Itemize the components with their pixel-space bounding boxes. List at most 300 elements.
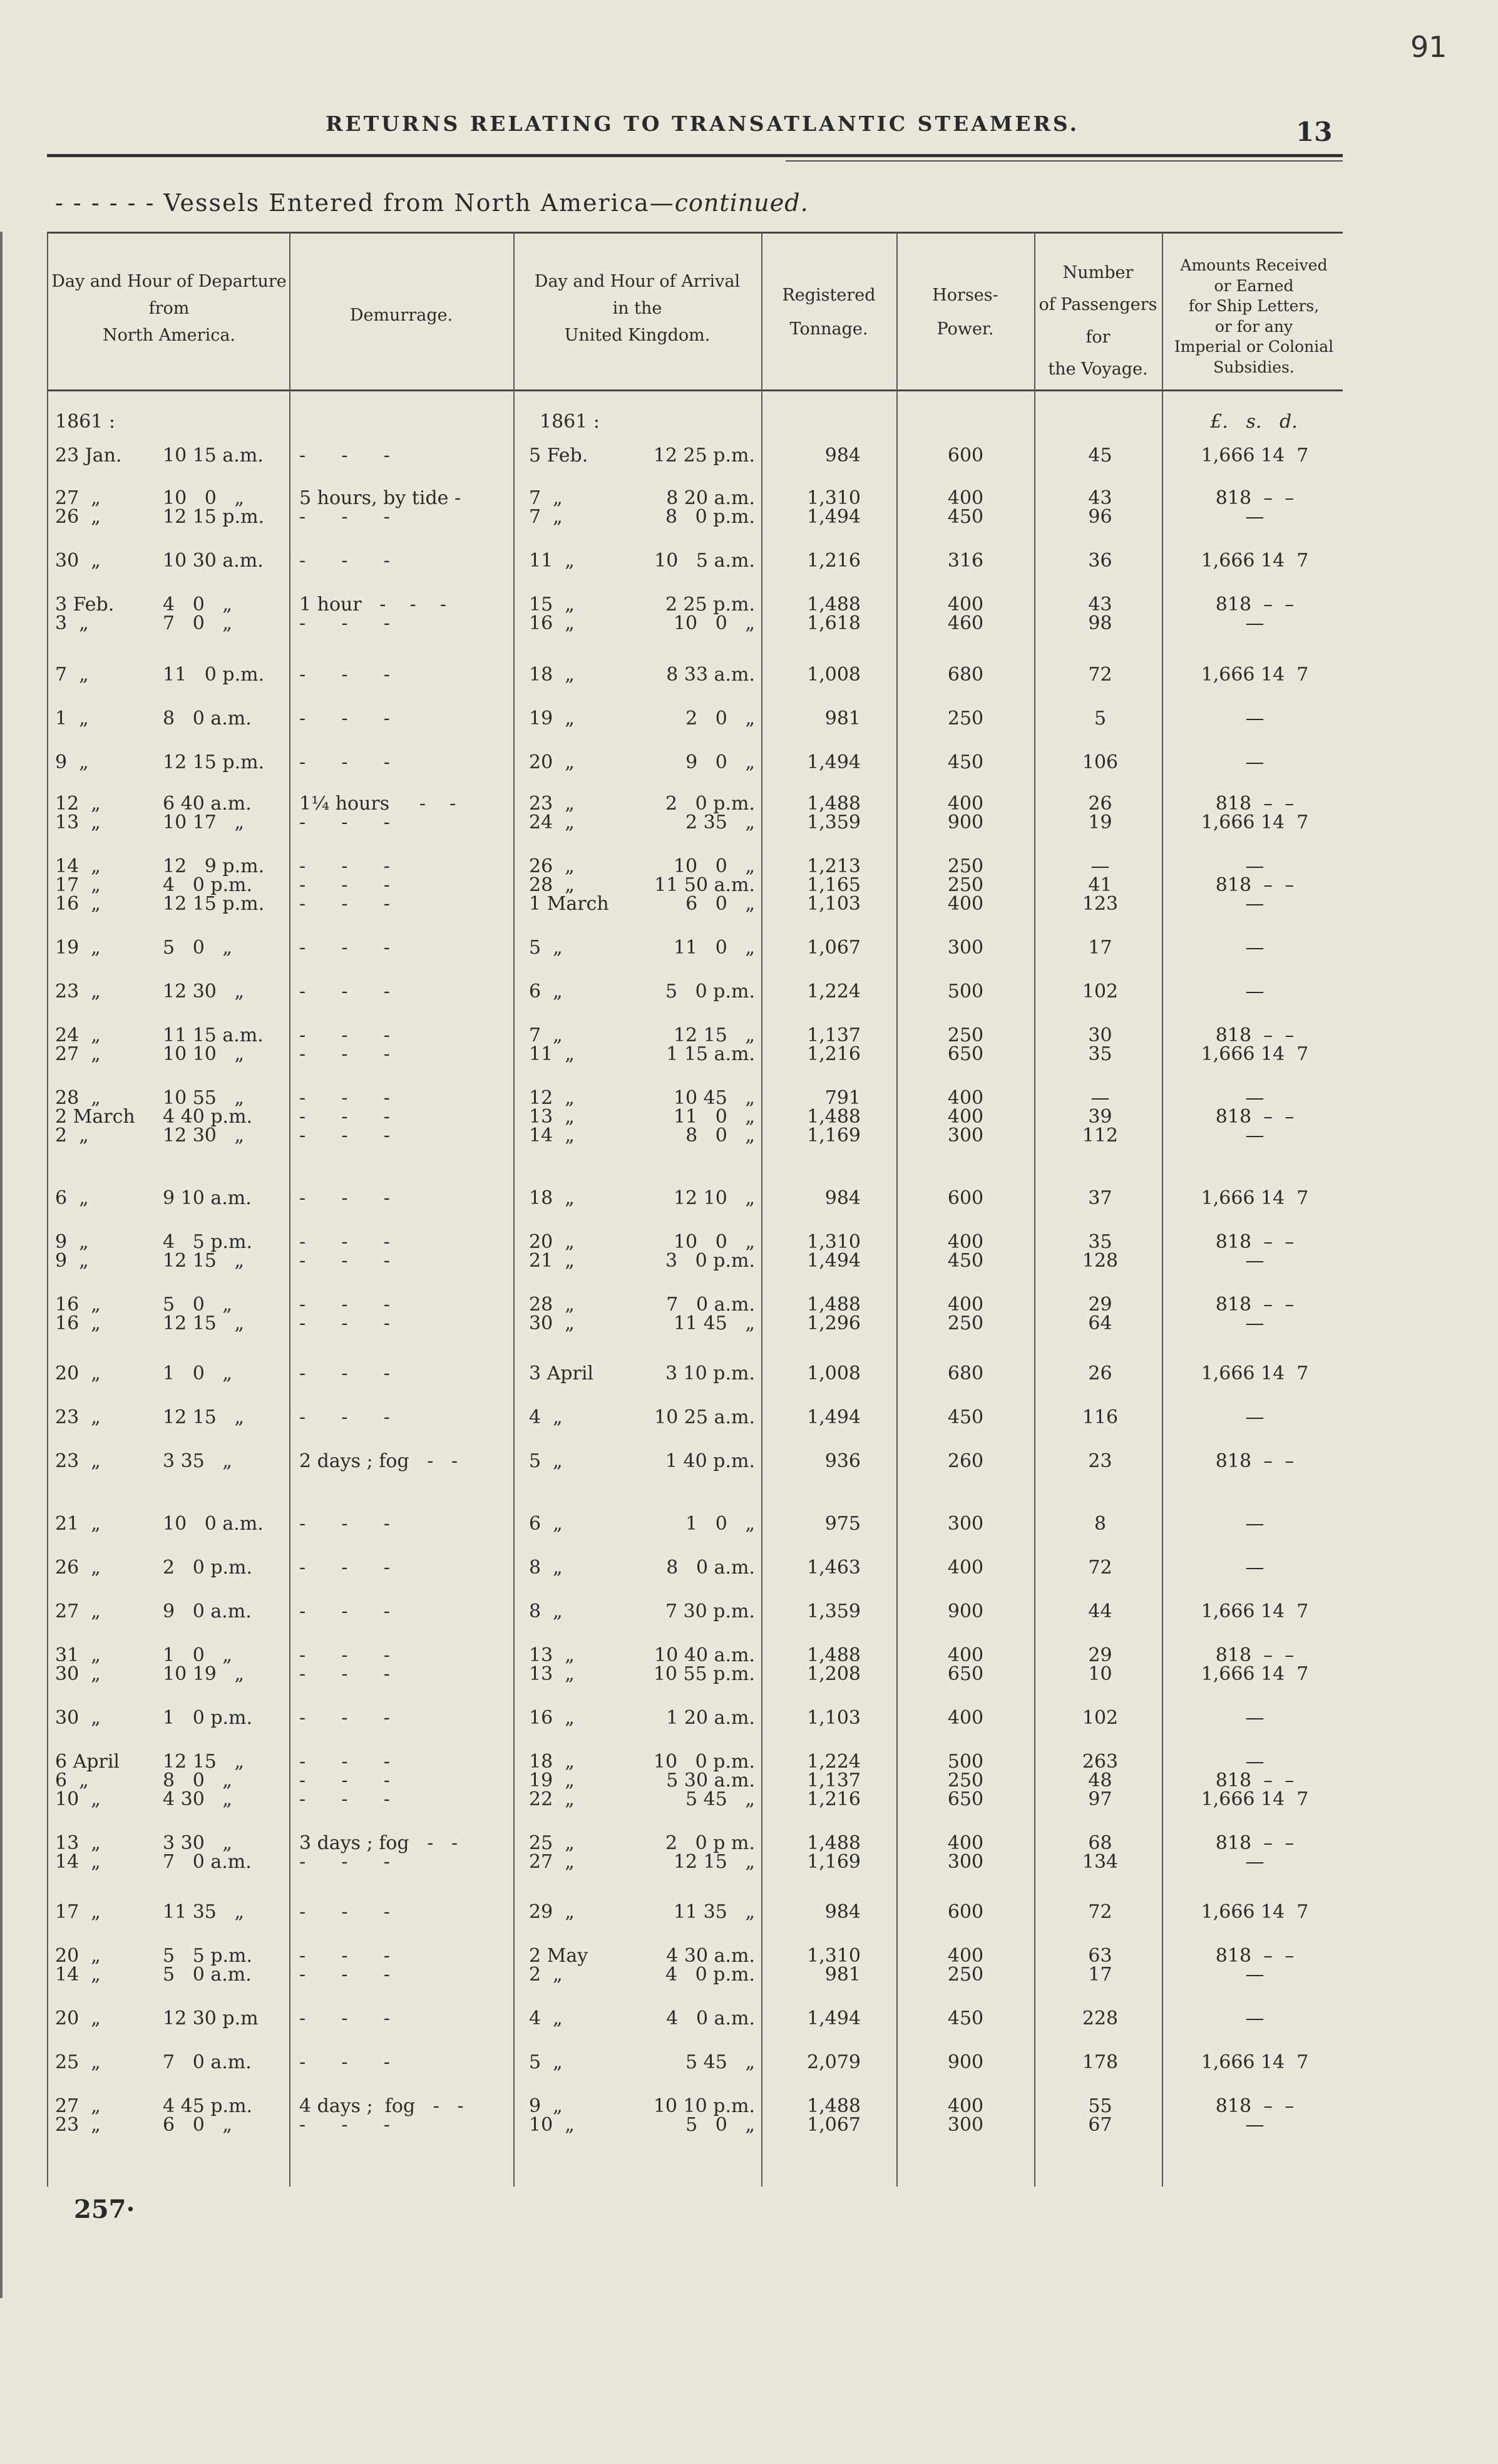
cell-ton: 1,169 bbox=[807, 1851, 861, 1873]
cell-ton: 1,103 bbox=[807, 893, 861, 915]
cell-dem: - - - bbox=[299, 506, 390, 528]
cell-amt: — bbox=[1245, 1087, 1265, 1109]
cell-dem: - - - bbox=[299, 664, 390, 686]
cell-dd: 9 „ bbox=[55, 1250, 89, 1272]
cell-dt: 10 19 „ bbox=[163, 1663, 245, 1685]
cell-dt: 11 15 a.m. bbox=[163, 1024, 264, 1046]
header-horses-line1: Horses- bbox=[932, 286, 998, 305]
header-horses bbox=[898, 279, 1033, 346]
cell-at: 10 25 a.m. bbox=[654, 1406, 755, 1428]
cell-amt: — bbox=[1245, 855, 1265, 877]
cell-at: 10 40 a.m. bbox=[654, 1644, 755, 1666]
cell-pax: 98 bbox=[1088, 612, 1112, 634]
cell-dt: 11 0 p.m. bbox=[163, 664, 265, 686]
cell-dt: 10 15 a.m. bbox=[163, 445, 264, 467]
cell-ad: 14 „ bbox=[529, 1125, 575, 1147]
header-amounts-line1: Amounts Received bbox=[1180, 256, 1328, 274]
cell-ton: 1,213 bbox=[807, 855, 861, 877]
cell-dd: 23 „ bbox=[55, 1406, 101, 1428]
cell-dt: 4 0 p.m. bbox=[163, 874, 253, 896]
cell-dem: 4 days ; fog - - bbox=[299, 2095, 464, 2117]
cell-at: 12 25 p.m. bbox=[653, 445, 755, 467]
cell-hp: 400 bbox=[947, 1707, 984, 1729]
cell-dd: 26 „ bbox=[55, 1557, 101, 1579]
cell-dd: 26 „ bbox=[55, 506, 101, 528]
cell-pax: 30 bbox=[1088, 1024, 1112, 1046]
cell-pax: 72 bbox=[1088, 664, 1112, 686]
cell-dd: 27 „ bbox=[55, 487, 101, 509]
cell-dd: 17 „ bbox=[55, 1901, 101, 1923]
header-amounts-line2: or Earned bbox=[1214, 276, 1294, 295]
cell-hp: 650 bbox=[947, 1663, 984, 1685]
table-top-rule bbox=[47, 232, 1343, 234]
cell-ton: 791 bbox=[824, 1087, 861, 1109]
cell-hp: 400 bbox=[947, 893, 984, 915]
cell-at: 11 0 „ bbox=[673, 937, 755, 959]
cell-dem: - - - bbox=[299, 855, 390, 877]
cell-ton: 1,488 bbox=[807, 594, 861, 616]
cell-hp: 500 bbox=[947, 1751, 984, 1773]
cell-dt: 5 0 „ bbox=[163, 1294, 232, 1316]
cell-pax: 39 bbox=[1088, 1106, 1112, 1128]
cell-pax: 43 bbox=[1088, 487, 1112, 509]
cell-dem: 1 hour - - - bbox=[299, 594, 446, 616]
cell-hp: 500 bbox=[947, 981, 984, 1003]
cell-ad: 3 April bbox=[529, 1363, 594, 1384]
cell-ton: 1,488 bbox=[807, 793, 861, 815]
cell-ton: 984 bbox=[824, 1901, 861, 1923]
cell-amt: 818 – – bbox=[1215, 1106, 1295, 1128]
cell-ton: 2,079 bbox=[807, 2051, 861, 2073]
cell-ad: 13 „ bbox=[529, 1106, 575, 1128]
cell-amt: — bbox=[1245, 751, 1265, 773]
cell-at: 8 0 p.m. bbox=[665, 506, 755, 528]
cell-dt: 12 30 „ bbox=[163, 981, 245, 1003]
cell-ad: 18 „ bbox=[529, 1751, 575, 1773]
cell-ad: 7 „ bbox=[529, 487, 563, 509]
header-passengers-line4: the Voyage. bbox=[1048, 359, 1148, 379]
cell-ton: 1,488 bbox=[807, 1106, 861, 1128]
cell-ad: 13 „ bbox=[529, 1644, 575, 1666]
leaf-number: 13 bbox=[1296, 116, 1333, 147]
cell-ton: 1,137 bbox=[807, 1024, 861, 1046]
cell-dt: 12 15 „ bbox=[163, 1312, 245, 1334]
header-arrival-line3: United Kingdom. bbox=[564, 326, 711, 346]
cell-hp: 680 bbox=[947, 664, 984, 686]
cell-ton: 984 bbox=[824, 445, 861, 467]
cell-ad: 9 „ bbox=[529, 2095, 563, 2117]
cell-ton: 1,463 bbox=[807, 1557, 861, 1579]
cell-dt: 12 15 „ bbox=[163, 1406, 245, 1428]
cell-ton: 1,494 bbox=[807, 1250, 861, 1272]
column-divider-5 bbox=[896, 233, 898, 2187]
cell-hp: 250 bbox=[947, 1964, 984, 1986]
cell-dd: 30 „ bbox=[55, 1663, 101, 1685]
header-departure-line3: North America. bbox=[102, 326, 236, 346]
cell-hp: 650 bbox=[947, 1043, 984, 1065]
cell-dd: 14 „ bbox=[55, 1964, 101, 1986]
cell-dt: 4 45 p.m. bbox=[163, 2095, 253, 2117]
cell-ton: 1,488 bbox=[807, 2095, 861, 2117]
header-passengers-line3: for bbox=[1085, 327, 1111, 347]
cell-hp: 400 bbox=[947, 1294, 984, 1316]
cell-dt: 5 5 p.m. bbox=[163, 1945, 253, 1967]
cell-pax: 23 bbox=[1088, 1450, 1112, 1472]
cell-pax: 35 bbox=[1088, 1231, 1112, 1253]
cell-at: 1 15 a.m. bbox=[666, 1043, 755, 1065]
cell-dt: 1 0 „ bbox=[163, 1363, 232, 1384]
cell-amt: 818 – – bbox=[1215, 2095, 1295, 2117]
cell-ad: 4 „ bbox=[529, 1406, 563, 1428]
cell-at: 5 0 p.m. bbox=[665, 981, 755, 1003]
cell-pax: 44 bbox=[1088, 1601, 1112, 1622]
cell-hp: 400 bbox=[947, 793, 984, 815]
cell-dd: 17 „ bbox=[55, 874, 101, 896]
cell-ad: 6 „ bbox=[529, 981, 563, 1003]
cell-hp: 400 bbox=[947, 2095, 984, 2117]
cell-dt: 3 35 „ bbox=[163, 1450, 232, 1472]
cell-dem: - - - bbox=[299, 1106, 390, 1128]
cell-ad: 18 „ bbox=[529, 1187, 575, 1209]
cell-ton: 1,488 bbox=[807, 1644, 861, 1666]
header-departure-line1: Day and Hour of Departure bbox=[51, 272, 287, 291]
cell-dt: 9 10 a.m. bbox=[163, 1187, 252, 1209]
cell-dem: - - - bbox=[299, 1231, 390, 1253]
cell-ton: 1,618 bbox=[807, 612, 861, 634]
cell-hp: 400 bbox=[947, 1087, 984, 1109]
cell-dem: - - - bbox=[299, 2008, 390, 2029]
cell-pax: 106 bbox=[1082, 751, 1119, 773]
cell-amt: — bbox=[1245, 1125, 1265, 1147]
cell-amt: — bbox=[1245, 893, 1265, 915]
cell-dt: 7 0 a.m. bbox=[163, 2051, 252, 2073]
column-divider-1 bbox=[47, 233, 48, 2187]
cell-amt: 1,666 14 7 bbox=[1201, 1788, 1309, 1810]
cell-dt: 12 15 „ bbox=[163, 1250, 245, 1272]
cell-dem: - - - bbox=[299, 1312, 390, 1334]
header-amounts bbox=[1163, 255, 1345, 378]
cell-pax: 17 bbox=[1088, 1964, 1112, 1986]
cell-pax: 43 bbox=[1088, 594, 1112, 616]
cell-hp: 300 bbox=[947, 2114, 984, 2136]
cell-hp: 300 bbox=[947, 1513, 984, 1535]
cell-at: 1 40 p.m. bbox=[665, 1450, 755, 1472]
cell-dd: 12 „ bbox=[55, 793, 101, 815]
cell-dt: 12 15 p.m. bbox=[163, 751, 265, 773]
cell-at: 3 0 p.m. bbox=[665, 1250, 755, 1272]
cell-dt: 2 0 p.m. bbox=[163, 1557, 253, 1579]
cell-at: 3 10 p.m. bbox=[665, 1363, 755, 1384]
cell-ton: 1,310 bbox=[807, 487, 861, 509]
cell-amt: 1,666 14 7 bbox=[1201, 1901, 1309, 1923]
cell-dd: 30 „ bbox=[55, 1707, 101, 1729]
table-header-rule bbox=[47, 389, 1343, 391]
cell-ton: 1,494 bbox=[807, 506, 861, 528]
cell-ad: 28 „ bbox=[529, 874, 575, 896]
cell-pax: 178 bbox=[1082, 2051, 1119, 2073]
cell-dt: 10 17 „ bbox=[163, 812, 245, 833]
section-title-main: - - - - - - Vessels Entered from North America— bbox=[55, 189, 675, 217]
cell-ad: 11 „ bbox=[529, 1043, 575, 1065]
cell-amt: — bbox=[1245, 1851, 1265, 1873]
cell-at: 10 0 „ bbox=[673, 612, 755, 634]
header-arrival-line1: Day and Hour of Arrival bbox=[534, 272, 741, 291]
currency-units: £. s. d. bbox=[1210, 411, 1298, 433]
cell-hp: 650 bbox=[947, 1788, 984, 1810]
cell-dem: - - - bbox=[299, 1043, 390, 1065]
cell-amt: 1,666 14 7 bbox=[1201, 1363, 1309, 1384]
cell-hp: 680 bbox=[947, 1363, 984, 1384]
cell-ad: 2 May bbox=[529, 1945, 588, 1967]
cell-amt: 1,666 14 7 bbox=[1201, 1187, 1309, 1209]
cell-dt: 10 0 „ bbox=[163, 487, 245, 509]
cell-at: 10 0 p.m. bbox=[653, 1751, 755, 1773]
cell-hp: 600 bbox=[947, 1901, 984, 1923]
cell-dd: 6 April bbox=[55, 1751, 120, 1773]
cell-pax: 41 bbox=[1088, 874, 1112, 896]
cell-ton: 1,208 bbox=[807, 1663, 861, 1685]
cell-ton: 1,359 bbox=[807, 812, 861, 833]
cell-dd: 14 „ bbox=[55, 1851, 101, 1873]
cell-at: 7 30 p.m. bbox=[665, 1601, 755, 1622]
cell-hp: 900 bbox=[947, 812, 984, 833]
cell-ad: 6 „ bbox=[529, 1513, 563, 1535]
cell-ton: 1,216 bbox=[807, 1788, 861, 1810]
cell-hp: 450 bbox=[947, 506, 984, 528]
cell-pax: 97 bbox=[1088, 1788, 1112, 1810]
cell-ton: 1,067 bbox=[807, 937, 861, 959]
cell-ton: 1,008 bbox=[807, 1363, 861, 1384]
header-amounts-line6: Subsidies. bbox=[1213, 358, 1295, 376]
cell-ad: 8 „ bbox=[529, 1601, 563, 1622]
cell-ton: 981 bbox=[824, 708, 861, 729]
cell-dd: 27 „ bbox=[55, 2095, 101, 2117]
cell-pax: 36 bbox=[1088, 550, 1112, 572]
column-divider-2 bbox=[289, 233, 290, 2187]
cell-dd: 23 „ bbox=[55, 1450, 101, 1472]
header-departure-line2: from bbox=[148, 299, 190, 319]
cell-at: 10 5 a.m. bbox=[654, 550, 755, 572]
cell-hp: 600 bbox=[947, 445, 984, 467]
cell-amt: — bbox=[1245, 1751, 1265, 1773]
header-arrival-line2: in the bbox=[612, 299, 662, 319]
cell-dem: - - - bbox=[299, 1406, 390, 1428]
cell-amt: 818 – – bbox=[1215, 793, 1295, 815]
cell-dd: 7 „ bbox=[55, 664, 89, 686]
cell-amt: 1,666 14 7 bbox=[1201, 2051, 1309, 2073]
cell-pax: 72 bbox=[1088, 1901, 1112, 1923]
cell-dd: 9 „ bbox=[55, 751, 89, 773]
cell-dt: 10 30 a.m. bbox=[163, 550, 264, 572]
cell-amt: 1,666 14 7 bbox=[1201, 664, 1309, 686]
cell-dem: - - - bbox=[299, 1557, 390, 1579]
cell-ton: 1,310 bbox=[807, 1231, 861, 1253]
column-divider-7 bbox=[1162, 233, 1163, 2187]
cell-amt: 1,666 14 7 bbox=[1201, 550, 1309, 572]
header-arrival bbox=[515, 268, 760, 349]
cell-hp: 250 bbox=[947, 855, 984, 877]
cell-dd: 2 March bbox=[55, 1106, 135, 1128]
cell-ad: 20 „ bbox=[529, 751, 575, 773]
cell-ad: 29 „ bbox=[529, 1901, 575, 1923]
cell-at: 5 45 „ bbox=[685, 2051, 755, 2073]
cell-at: 9 0 „ bbox=[685, 751, 755, 773]
cell-hp: 300 bbox=[947, 1125, 984, 1147]
cell-dt: 9 0 a.m. bbox=[163, 1601, 252, 1622]
cell-ton: 1,008 bbox=[807, 664, 861, 686]
cell-pax: 63 bbox=[1088, 1945, 1112, 1967]
cell-ton: 975 bbox=[824, 1513, 861, 1535]
cell-ton: 1,224 bbox=[807, 981, 861, 1003]
cell-ton: 1,224 bbox=[807, 1751, 861, 1773]
cell-hp: 400 bbox=[947, 1231, 984, 1253]
cell-pax: 17 bbox=[1088, 937, 1112, 959]
cell-dt: 12 30 p.m bbox=[163, 2008, 259, 2029]
cell-ton: 1,488 bbox=[807, 1832, 861, 1854]
cell-dem: - - - bbox=[299, 445, 390, 467]
cell-amt: 818 – – bbox=[1215, 1231, 1295, 1253]
cell-dd: 3 Feb. bbox=[55, 594, 115, 616]
cell-dt: 4 40 p.m. bbox=[163, 1106, 253, 1128]
cell-pax: 102 bbox=[1082, 1707, 1119, 1729]
cell-dd: 1 „ bbox=[55, 708, 89, 729]
header-departure bbox=[50, 268, 288, 349]
cell-dd: 14 „ bbox=[55, 855, 101, 877]
cell-ad: 24 „ bbox=[529, 812, 575, 833]
cell-dem: - - - bbox=[299, 1851, 390, 1873]
cell-dd: 23 „ bbox=[55, 2114, 101, 2136]
cell-dt: 8 0 a.m. bbox=[163, 708, 252, 729]
cell-amt: — bbox=[1245, 1707, 1265, 1729]
cell-dd: 28 „ bbox=[55, 1087, 101, 1109]
cell-amt: — bbox=[1245, 981, 1265, 1003]
cell-dd: 13 „ bbox=[55, 812, 101, 833]
cell-dem: - - - bbox=[299, 981, 390, 1003]
cell-at: 2 25 p.m. bbox=[665, 594, 755, 616]
cell-at: 10 45 „ bbox=[673, 1087, 755, 1109]
cell-ton: 1,137 bbox=[807, 1770, 861, 1791]
cell-dem: 3 days ; fog - - bbox=[299, 1832, 458, 1854]
cell-at: 5 30 a.m. bbox=[666, 1770, 755, 1791]
cell-hp: 316 bbox=[947, 550, 984, 572]
cell-ad: 16 „ bbox=[529, 1707, 575, 1729]
cell-ad: 4 „ bbox=[529, 2008, 563, 2029]
cell-amt: 818 – – bbox=[1215, 1945, 1295, 1967]
cell-ton: 981 bbox=[824, 1964, 861, 1986]
cell-ton: 1,310 bbox=[807, 1945, 861, 1967]
cell-at: 12 15 „ bbox=[673, 1024, 755, 1046]
cell-dem: - - - bbox=[299, 751, 390, 773]
cell-pax: 5 bbox=[1094, 708, 1107, 729]
cell-hp: 400 bbox=[947, 1945, 984, 1967]
cell-ad: 22 „ bbox=[529, 1788, 575, 1810]
cell-ton: 1,216 bbox=[807, 1043, 861, 1065]
cell-amt: — bbox=[1245, 612, 1265, 634]
cell-amt: — bbox=[1245, 1557, 1265, 1579]
cell-ton: 1,494 bbox=[807, 751, 861, 773]
cell-ad: 11 „ bbox=[529, 550, 575, 572]
cell-dem: - - - bbox=[299, 1644, 390, 1666]
cell-dt: 4 30 „ bbox=[163, 1788, 232, 1810]
cell-hp: 250 bbox=[947, 1312, 984, 1334]
cell-amt: 818 – – bbox=[1215, 874, 1295, 896]
cell-ad: 8 „ bbox=[529, 1557, 563, 1579]
cell-pax: 263 bbox=[1082, 1751, 1119, 1773]
cell-amt: — bbox=[1245, 708, 1265, 729]
year-departure: 1861 : bbox=[55, 411, 115, 433]
cell-dd: 2 „ bbox=[55, 1125, 89, 1147]
cell-ad: 5 Feb. bbox=[529, 445, 588, 467]
cell-dt: 10 55 „ bbox=[163, 1087, 245, 1109]
cell-dt: 3 30 „ bbox=[163, 1832, 232, 1854]
cell-amt: 818 – – bbox=[1215, 1294, 1295, 1316]
cell-ton: 1,494 bbox=[807, 1406, 861, 1428]
cell-at: 8 0 „ bbox=[685, 1125, 755, 1147]
cell-hp: 450 bbox=[947, 2008, 984, 2029]
cell-at: 2 0 p m. bbox=[665, 1832, 755, 1854]
cell-ad: 27 „ bbox=[529, 1851, 575, 1873]
cell-amt: 818 – – bbox=[1215, 1024, 1295, 1046]
header-amounts-line3: for Ship Letters, bbox=[1188, 297, 1320, 315]
cell-ton: 1,296 bbox=[807, 1312, 861, 1334]
cell-dem: - - - bbox=[299, 2114, 390, 2136]
cell-ad: 30 „ bbox=[529, 1312, 575, 1334]
cell-ton: 1,103 bbox=[807, 1707, 861, 1729]
header-demurrage-label: Demurrage. bbox=[349, 306, 453, 325]
cell-dem: - - - bbox=[299, 1663, 390, 1685]
cell-pax: 123 bbox=[1082, 893, 1119, 915]
cell-ad: 5 „ bbox=[529, 2051, 563, 2073]
cell-ad: 10 „ bbox=[529, 2114, 575, 2136]
cell-ad: 7 „ bbox=[529, 506, 563, 528]
cell-dd: 23 „ bbox=[55, 981, 101, 1003]
cell-at: 11 35 „ bbox=[673, 1901, 755, 1923]
cell-ton: 936 bbox=[824, 1450, 861, 1472]
cell-pax: 29 bbox=[1088, 1644, 1112, 1666]
cell-hp: 400 bbox=[947, 1557, 984, 1579]
cell-hp: 250 bbox=[947, 1024, 984, 1046]
cell-dem: - - - bbox=[299, 612, 390, 634]
cell-dt: 7 0 a.m. bbox=[163, 1851, 252, 1873]
cell-pax: 102 bbox=[1082, 981, 1119, 1003]
cell-ad: 25 „ bbox=[529, 1832, 575, 1854]
cell-ad: 7 „ bbox=[529, 1024, 563, 1046]
footer-id: 257· bbox=[74, 2195, 135, 2224]
cell-pax: 134 bbox=[1082, 1851, 1119, 1873]
cell-dem: - - - bbox=[299, 708, 390, 729]
cell-amt: 1,666 14 7 bbox=[1201, 1601, 1309, 1622]
cell-dd: 16 „ bbox=[55, 1312, 101, 1334]
header-horses-line2: Power. bbox=[936, 319, 994, 339]
cell-at: 2 35 „ bbox=[685, 812, 755, 833]
cell-at: 8 20 a.m. bbox=[666, 487, 755, 509]
cell-at: 4 0 p.m. bbox=[665, 1964, 755, 1986]
cell-dt: 5 0 „ bbox=[163, 937, 232, 959]
cell-hp: 400 bbox=[947, 594, 984, 616]
cell-pax: 35 bbox=[1088, 1043, 1112, 1065]
cell-ad: 20 „ bbox=[529, 1231, 575, 1253]
cell-amt: 818 – – bbox=[1215, 1832, 1295, 1854]
header-tonnage bbox=[762, 279, 895, 346]
running-head: RETURNS RELATING TO TRANSATLANTIC STEAMERS. bbox=[326, 111, 1080, 136]
cell-dem: - - - bbox=[299, 1363, 390, 1384]
cell-dem: - - - bbox=[299, 1087, 390, 1109]
cell-dd: 20 „ bbox=[55, 2008, 101, 2029]
cell-dem: - - - bbox=[299, 812, 390, 833]
cell-pax: 64 bbox=[1088, 1312, 1112, 1334]
cell-dd: 9 „ bbox=[55, 1231, 89, 1253]
cell-dt: 4 0 „ bbox=[163, 594, 232, 616]
